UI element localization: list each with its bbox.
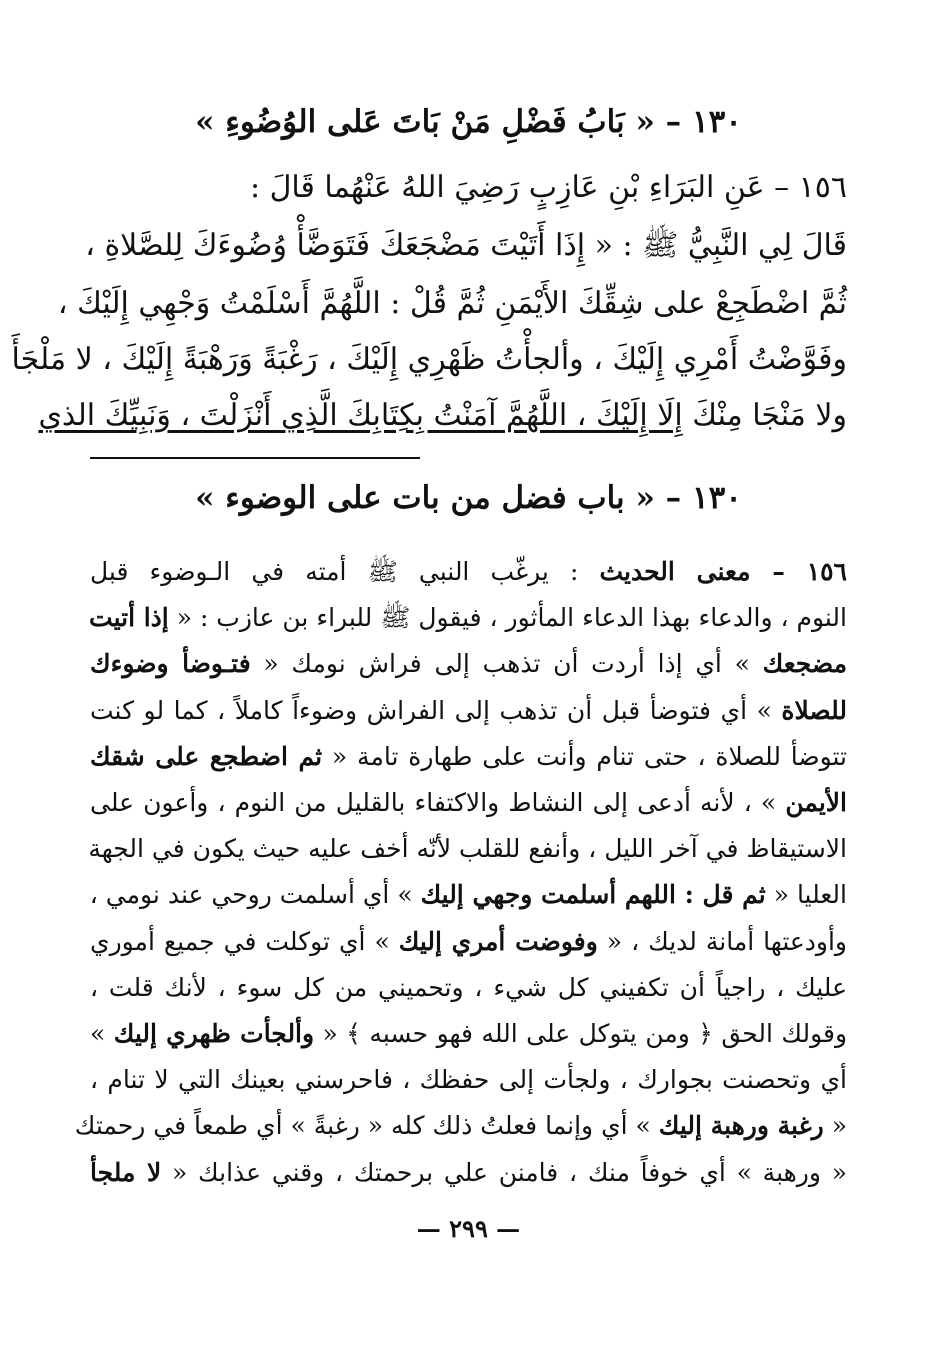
commentary-line bbox=[90, 737, 847, 777]
commentary-phrase: » أي توكلت في جميع أموري bbox=[90, 927, 399, 956]
commentary-phrase: » أي وإنما فعلتُ ذلك كله « رغبةً » أي طمعاً في رحمتك bbox=[74, 1111, 659, 1140]
hadith-line: ١٥٦ – عَنِ البَرَاءِ بْنِ عَازِبٍ رَضِيَ اللهُ عَنْهُما قَالَ : bbox=[249, 170, 847, 205]
quoted-hadith-phrase: إذا أتيت bbox=[89, 603, 169, 632]
commentary-line bbox=[90, 829, 847, 869]
hadith-line bbox=[38, 396, 847, 436]
quoted-hadith-phrase: وألجأت ظهري إليك bbox=[113, 1019, 315, 1048]
hadith-line: ثُمَّ اضْطَجِعْ على شِقِّكَ الأَيْمَنِ ثُمَّ قُلْ : اللَّهُمَّ أَسْلَمْتُ وَجْهِي إِلَيْكَ ، bbox=[57, 286, 847, 321]
chapter-heading: ١٣٠ – « بَابُ فَضْلِ مَنْ بَاتَ عَلى الوُضُوءِ » bbox=[195, 104, 742, 140]
hadith-line-plain: ولا مَنْجَا مِنْكَ bbox=[682, 398, 847, 433]
commentary-line bbox=[90, 552, 847, 592]
hadith-line-underlined: إِلَا إِلَيْكَ ، اللَّهُمَّ آمَنْتُ بِكِتَابِكَ الَّذِي أَنْزَلْتَ ، وَنَبِيِّكَ الذي bbox=[38, 398, 683, 433]
commentary-line bbox=[90, 1060, 847, 1100]
commentary-phrase: » أي فتوضأ قبل أن تذهب إلى الفراش وضوءاً كاملاً ، كما لو كنت bbox=[90, 696, 782, 725]
quoted-hadith-phrase: فتـوضأ وضوءك bbox=[90, 649, 251, 678]
book-page bbox=[11, 0, 848, 1362]
quoted-hadith-phrase: مضجعك bbox=[762, 649, 847, 678]
commentary-heading: ١٣٠ – « باب فضل من بات على الوضوء » bbox=[195, 480, 742, 516]
hadith-line: وفَوَّضْتُ أَمْرِي إِلَيْكَ ، وألجأْتُ ظَهْرِي إِلَيْكَ ، رَغْبَةً وَرَهْبَةً إِلَيْكَ ، لا مَلْجَأَ bbox=[11, 342, 847, 377]
commentary-line bbox=[74, 1106, 847, 1146]
quoted-hadith-phrase: لا ملجأ bbox=[90, 1158, 162, 1187]
commentary-line bbox=[90, 1014, 847, 1054]
quoted-hadith-phrase: ثم اضطجع على شقك bbox=[90, 742, 323, 771]
commentary-line bbox=[90, 922, 847, 962]
quoted-hadith-phrase: وفوضت أمري إليك bbox=[398, 927, 598, 956]
quoted-hadith-phrase: الأيمن bbox=[785, 788, 847, 817]
hadith-line: قَالَ لِي النَّبِيُّ ﷺ : « إِذَا أَتَيْتَ مَضْجَعَكَ فَتَوَضَّأْ وُضُوءَكَ لِلصَّلاةِ ، bbox=[85, 228, 847, 263]
commentary-phrase: : يرغّب النبي ﷺ أمته في الـوضوء قبل bbox=[90, 557, 600, 586]
commentary-line bbox=[90, 644, 847, 684]
commentary-line bbox=[90, 598, 847, 638]
quoted-hadith-phrase: للصلاة bbox=[781, 696, 847, 725]
commentary-phrase: « ورهبة » أي خوفاً منك ، فامنن علي برحمتك ، وقني عذابك « bbox=[161, 1158, 848, 1187]
quoted-hadith-phrase: رغبة ورهبة إليك bbox=[658, 1111, 824, 1140]
commentary-phrase: » أي إذا أردت أن تذهب إلى فراش نومك « bbox=[250, 649, 763, 678]
commentary-phrase: » bbox=[90, 1019, 114, 1048]
commentary-line bbox=[90, 875, 847, 915]
footnote-divider bbox=[90, 457, 420, 459]
commentary-phrase: الاستيقاظ في آخر الليل ، وأنفع للقلب لأنّه أخف عليه حيث يكون في الجهة bbox=[88, 834, 847, 863]
commentary-phrase: » ، لأنه أدعى إلى النشاط والاكتفاء بالقليل من النوم ، وأعون على bbox=[90, 788, 786, 817]
commentary-line bbox=[90, 783, 847, 823]
commentary-phrase: وقولك الحق ﴿ ومن يتوكل على الله فهو حسبه ﴾ « bbox=[314, 1019, 848, 1048]
quoted-hadith-phrase: ١٥٦ – معنى الحديث bbox=[599, 557, 847, 586]
page-number: — ٢٩٩ — bbox=[416, 1214, 521, 1243]
commentary-phrase: أي وتحصنت بجوارك ، ولجأت إلى حفظك ، فاحرسني بعينك التي لا تنام ، bbox=[90, 1065, 847, 1094]
commentary-phrase: عليك ، راجياً أن تكفيني كل شيء ، وتحميني من كل سوء ، لأنك قلت ، bbox=[90, 973, 847, 1002]
commentary-line bbox=[90, 968, 847, 1008]
commentary-phrase: النوم ، والدعاء بهذا الدعاء المأثور ، فيقول ﷺ للبراء بن عازب : « bbox=[168, 603, 847, 632]
commentary-phrase: وأودعتها أمانة لديك ، « bbox=[597, 927, 848, 956]
commentary-phrase: « bbox=[823, 1111, 847, 1140]
commentary-line bbox=[90, 1153, 847, 1193]
quoted-hadith-phrase: ثم قل : اللهم أسلمت وجهي إليك bbox=[420, 880, 766, 909]
commentary-phrase: العليا « bbox=[765, 880, 847, 909]
commentary-phrase: » أي أسلمت روحي عند نومي ، bbox=[89, 880, 421, 909]
commentary-phrase: تتوضأ للصلاة ، حتى تنام وأنت على طهارة تامة « bbox=[322, 742, 848, 771]
commentary-line bbox=[90, 691, 847, 731]
